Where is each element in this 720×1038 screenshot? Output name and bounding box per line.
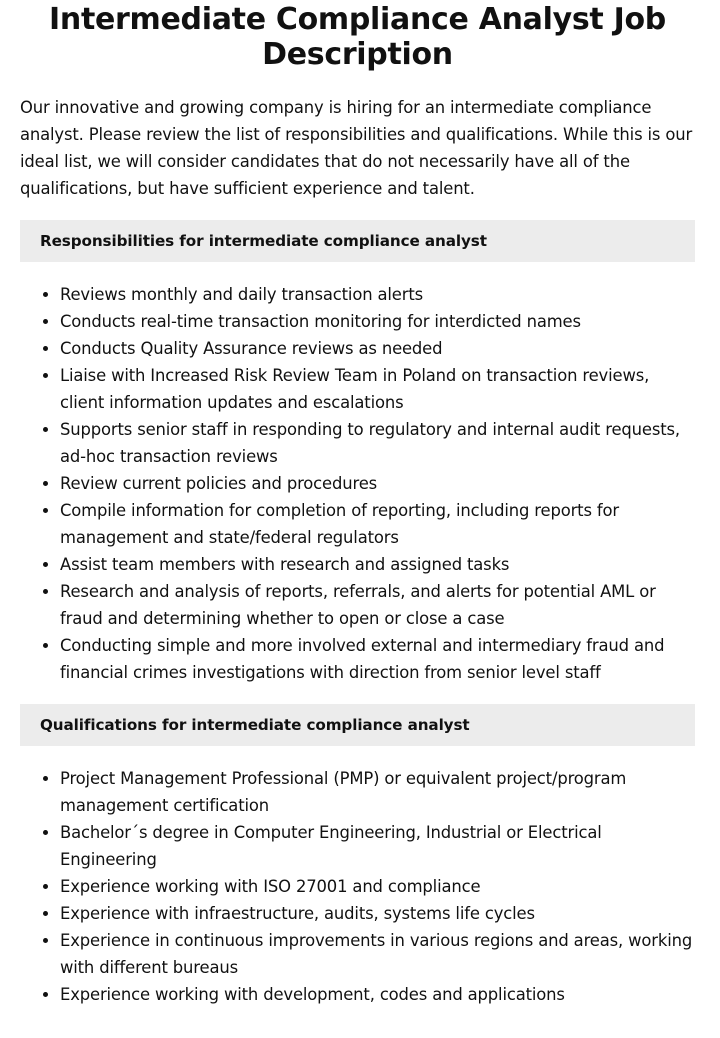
list-item: • Conducting simple and more involved external and intermediary fraud and financial crimes investigations with direction from senior level staff [60,632,695,686]
list-item: • Compile information for completion of reporting, including reports for management and state/federal regulators [60,497,695,551]
page-title: Intermediate Compliance Analyst Job Description [49,2,666,72]
list-item: • Reviews monthly and daily transaction alerts [60,281,695,308]
list-item: • Conducts Quality Assurance reviews as needed [60,335,695,362]
list-item: • Experience working with development, codes and applications [60,981,695,1008]
qualifications-heading: Qualifications for intermediate compliance analyst [40,716,470,734]
responsibilities-heading: Responsibilities for intermediate compliance analyst [40,232,487,250]
list-item: • Project Management Professional (PMP) or equivalent project/program management certification [60,765,695,819]
list-item: • Conducts real-time transaction monitoring for interdicted names [60,308,695,335]
list-item: • Supports senior staff in responding to regulatory and internal audit requests, ad-hoc transaction reviews [60,416,695,470]
list-item: • Experience working with ISO 27001 and compliance [60,873,695,900]
responsibilities-header [20,220,695,262]
list-item: • Bachelor´s degree in Computer Engineering, Industrial or Electrical Engineering [60,819,695,873]
list-item: • Experience with infraestructure, audits, systems life cycles [60,900,695,927]
list-item: • Liaise with Increased Risk Review Team in Poland on transaction reviews, client information updates and escalations [60,362,695,416]
responsibilities-list [20,281,695,686]
list-item: • Review current policies and procedures [60,470,695,497]
list-item: • Assist team members with research and assigned tasks [60,551,695,578]
list-item: • Research and analysis of reports, referrals, and alerts for potential AML or fraud and determining whether to open or close a case [60,578,695,632]
qualifications-header [20,704,695,746]
list-item: • Experience in continuous improvements in various regions and areas, working with different bureaus [60,927,695,981]
qualifications-list [20,765,695,1008]
intro-paragraph: Our innovative and growing company is hiring for an intermediate compliance analyst. Please review the list of responsibilities and qualifications. While this is our ideal list, we will consider candidates that do not necessarily have all of the qualifications, but have sufficient experience and talent. [20,98,693,198]
job-description-page [20,0,695,1008]
